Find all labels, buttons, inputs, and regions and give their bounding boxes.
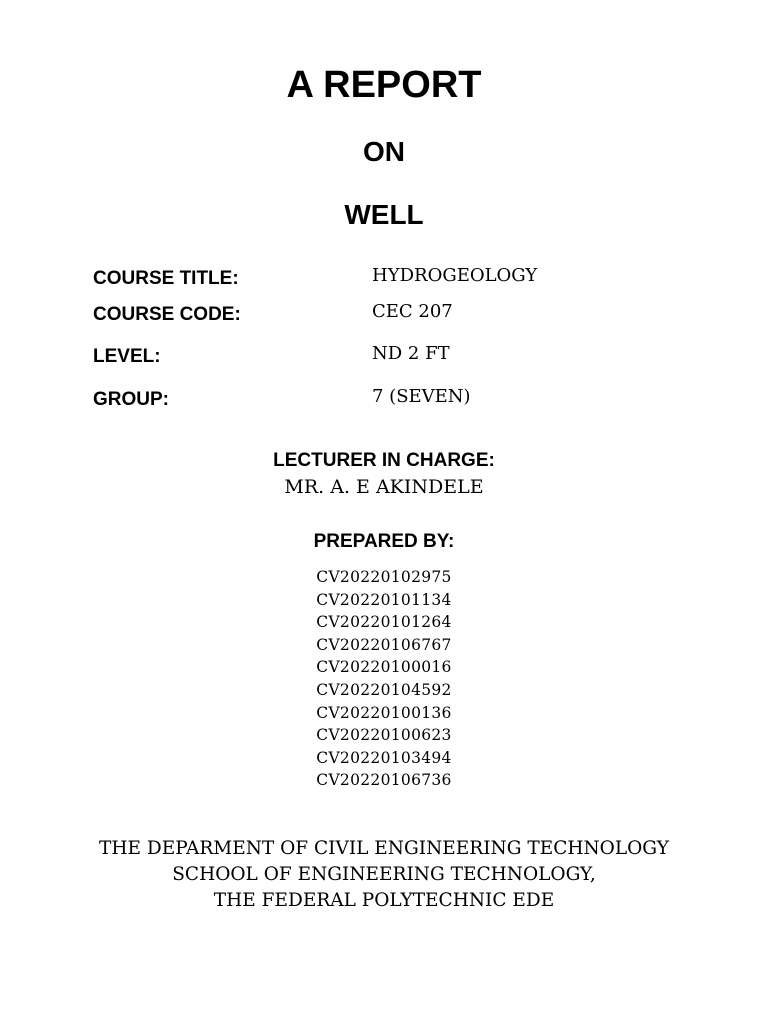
course-code-row [93,301,693,334]
course-code-label: COURSE CODE: [93,304,241,325]
student-id: CV20220104592 [316,680,452,699]
student-id-list [0,566,768,792]
group-label: GROUP: [93,389,169,410]
department-name: THE DEPARMENT OF CIVIL ENGINEERING TECHNOLOGY [99,838,669,859]
student-id: CV20220101264 [316,613,452,632]
student-id: CV20220100136 [316,703,452,722]
lecturer-name: MR. A. E AKINDELE [284,476,484,498]
prepared-by-heading: PREPARED BY: [313,531,455,552]
group-row [93,386,693,419]
level-label: LEVEL: [93,346,161,367]
level-row [93,343,693,376]
student-id: CV20220106736 [316,771,452,790]
student-id: CV20220106767 [316,635,452,654]
report-subject: WELL [344,199,424,230]
student-id: CV20220103494 [316,748,452,767]
level-value: ND 2 FT [372,343,450,364]
student-id: CV20220101134 [316,590,452,609]
course-title-row [93,265,693,298]
report-title-connector: ON [363,136,405,167]
course-title-value: HYDROGEOLOGY [372,265,538,286]
course-title-label: COURSE TITLE: [93,268,239,289]
student-id: CV20220100623 [316,726,452,745]
student-id: CV20220102975 [316,568,452,586]
lecturer-heading: LECTURER IN CHARGE: [273,450,495,471]
student-id: CV20220100016 [316,658,452,677]
group-value: 7 (SEVEN) [372,386,471,407]
institution-footer [0,836,768,914]
institution-name: THE FEDERAL POLYTECHNIC EDE [213,890,555,911]
course-code-value: CEC 207 [372,301,453,322]
school-name: SCHOOL OF ENGINEERING TECHNOLOGY, [172,864,596,885]
report-title: A REPORT [286,64,482,106]
